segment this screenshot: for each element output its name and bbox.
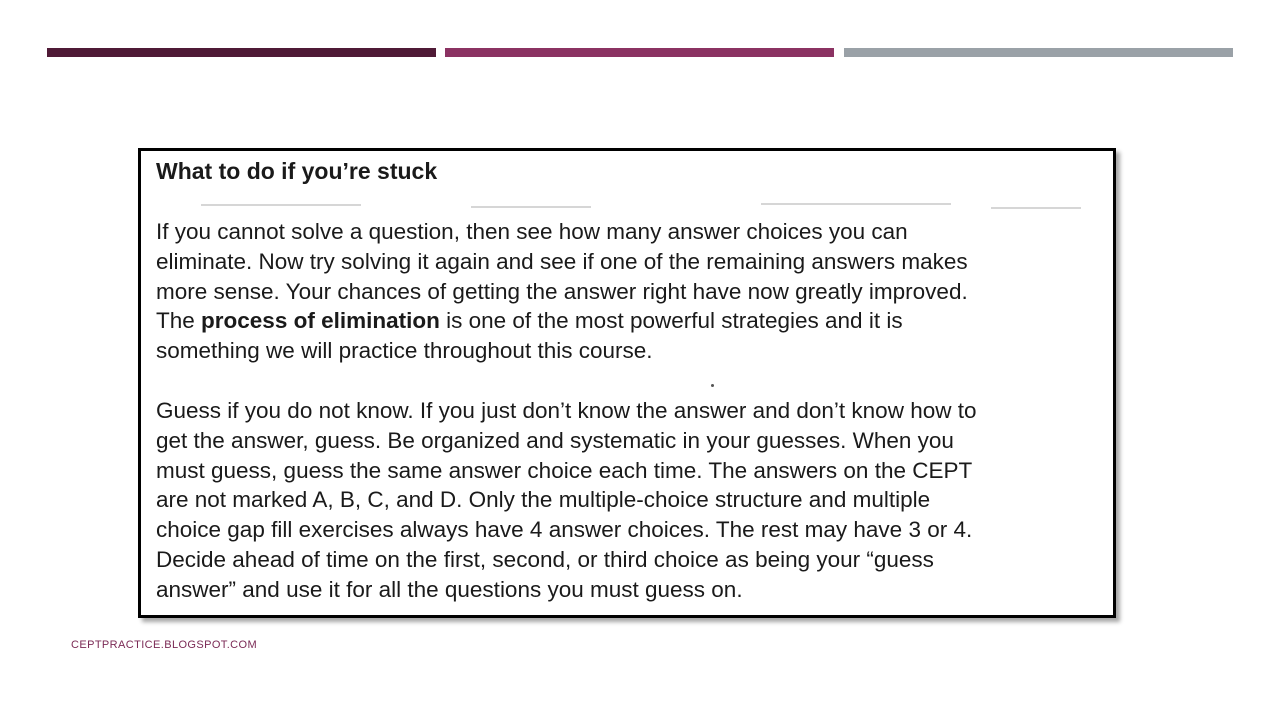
text-line: more sense. Your chances of getting the answer right have now greatly improved. [156, 278, 968, 304]
paragraph-process-of-elimination [156, 217, 968, 366]
scan-noise [711, 384, 714, 387]
accent-bar-dark-plum [47, 48, 436, 57]
text-line: something we will practice throughout this course. [156, 338, 653, 364]
text-line: get the answer, guess. Be organized and systematic in your guesses. When you [156, 427, 954, 453]
footer-source: CEPTPRACTICE.BLOGSPOT.COM [71, 639, 258, 651]
text-line: are not marked A, B, C, and D. Only the multiple-choice structure and multiple [156, 487, 931, 513]
text-line: If you cannot solve a question, then see how many answer choices you can [156, 219, 908, 244]
accent-bar-gray [844, 48, 1233, 57]
text-line: Decide ahead of time on the first, second, or third choice as being your “guess [156, 546, 934, 572]
scan-noise [991, 207, 1081, 209]
text-line: choice gap fill exercises always have 4 answer choices. The rest may have 3 or 4. [156, 517, 973, 543]
bold-phrase: process of elimination [201, 308, 440, 334]
scan-heading: What to do if you’re stuck [156, 158, 438, 184]
accent-bar-magenta [445, 48, 834, 57]
text-fragment: is one of the most powerful strategies and it is [439, 308, 903, 334]
scan-noise [471, 206, 591, 208]
text-line: answer” and use it for all the questions you must guess on. [156, 576, 743, 602]
scan-noise [201, 204, 361, 206]
paragraph-guessing [156, 396, 976, 605]
scan-noise [761, 203, 951, 205]
text-line [156, 306, 968, 336]
text-fragment: The [156, 308, 202, 334]
text-line: eliminate. Now try solving it again and see if one of the remaining answers makes [156, 248, 968, 274]
text-line: Guess if you do not know. If you just don’t know the answer and don’t know how to [156, 398, 977, 423]
scanned-text-image [138, 148, 1116, 618]
text-line: must guess, guess the same answer choice each time. The answers on the CEPT [156, 457, 973, 483]
